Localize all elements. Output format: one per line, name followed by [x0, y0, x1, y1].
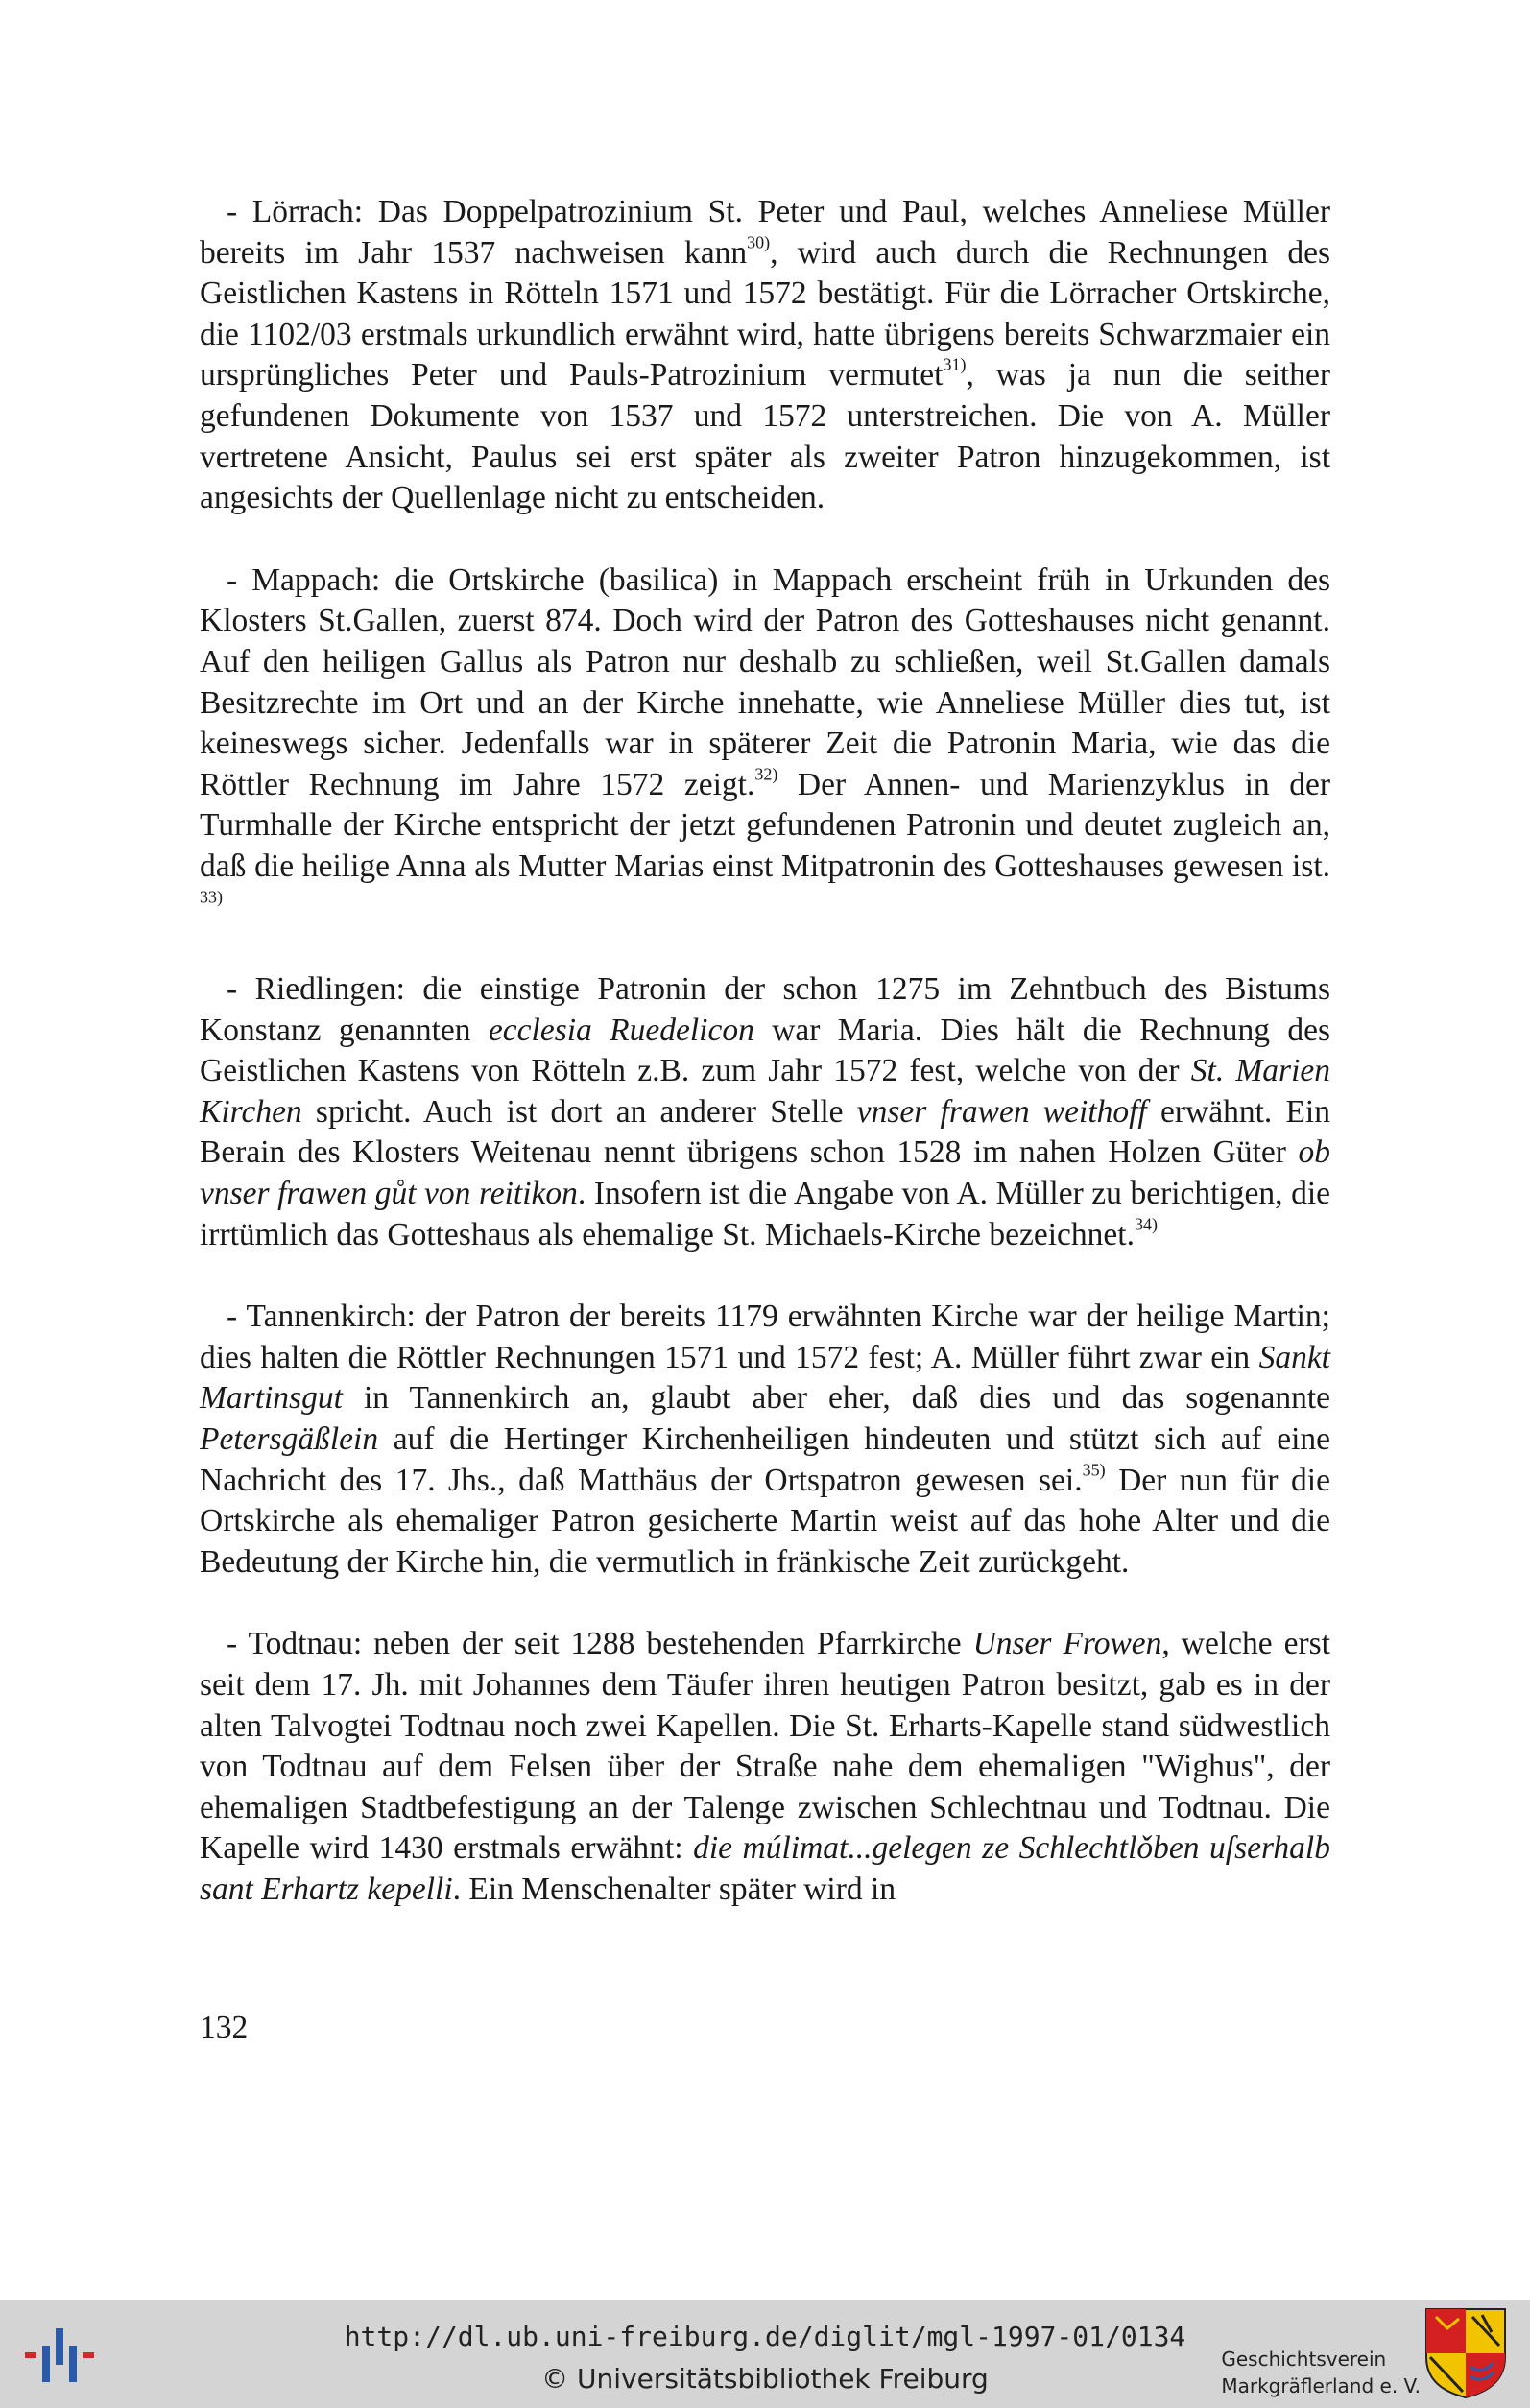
footnote-marker: 30) [747, 232, 771, 252]
italic-text: ob vnser frawen gůt von reitikon [200, 1134, 1330, 1212]
copyright-text: © Universitätsbibliothek Freiburg [541, 2363, 989, 2395]
footnote-marker: 35) [1082, 1460, 1106, 1480]
text-run: - Tannenkirch: der Patron der bereits 1179 erwähnten Kirche war der heilige Martin; dies halten die Röttler Rechnungen 1571 und 1572 fest; A. Müller führt zwar ein [200, 1299, 1330, 1375]
footer-bar [0, 2300, 1530, 2408]
society-name-line2: Markgräflerland e. V. [1221, 2374, 1421, 2397]
text-run: erwähnt. Ein Berain des Klosters Weitenau nennt übrigens schon 1528 im nahen Holzen Güter [200, 1093, 1330, 1171]
text-run: auf die Hertinger Kirchenheiligen hindeuten und stützt sich auf eine Nachricht des 17. Jhs., daß Matthäus der Ortspatron gewesen sei. [200, 1421, 1330, 1498]
text-run: war Maria. Dies hält die Rechnung des Geistlichen Kastens von Rötteln z.B. zum Jahr 1572 fest, welche von der [200, 1012, 1330, 1089]
text-run: Der Annen- und Marienzyklus in der Turmhalle der Kirche entspricht der jetzt gefundenen Patronin und deutet zugleich an, daß die heilige Anna als Mutter Marias einst Mitpatronin des Gotteshauses gewesen ist. [200, 766, 1330, 884]
italic-text: Sankt Martinsgut [200, 1339, 1330, 1417]
text-run: . Ein Menschenalter später wird in [452, 1871, 896, 1907]
italic-text: vnser frawen weithoff [856, 1093, 1147, 1130]
text-run: in Tannenkirch an, glaubt aber eher, daß dies und das sogenannte [342, 1380, 1330, 1417]
paragraph [200, 1624, 1330, 1910]
society-name-line1: Geschichtsverein [1221, 2348, 1387, 2371]
italic-text: die múlimat...gelegen ze Schlechtlǒben uſserhalb sant Erhartz kepelli [200, 1830, 1330, 1907]
text-run: - Lörrach: Das Doppelpatrozinium St. Peter und Paul, welches Anneliese Müller bereits im Jahr 1537 nachweisen kann [200, 194, 1330, 271]
text-run: , was ja nun die seither gefundenen Dokumente von 1537 und 1572 unterstreichen. Die von A. Müller vertretene Ansicht, Paulus sei erst später als zweiter Patron hinzugekommen, ist angesichts der Quellenlage nicht zu entscheiden. [200, 357, 1331, 516]
italic-text: St. Marien Kirchen [200, 1053, 1330, 1130]
text-run: . Insofern ist die Angabe von A. Müller zu berichtigen, die irrtümlich das Gotteshaus als ehemalige St. Michaels-Kirche bezeichnet. [200, 1176, 1330, 1252]
footnote-marker: 31) [943, 355, 967, 375]
page-number: 132 [200, 2010, 249, 2045]
paragraph [200, 969, 1330, 1255]
text-run: - Riedlingen: die einstige Patronin der schon 1275 im Zehntbuch des Bistums Konstanz genannten [200, 971, 1330, 1048]
text-run: Der nun für die Ortskirche als ehemaliger Patron gesicherte Martin weist auf das hohe Alter und die Bedeutung der Kirche hin, die vermutlich in fränkische Zeit zurückgeht. [200, 1462, 1330, 1580]
text-run: , welche erst seit dem 17. Jh. mit Johannes dem Täufer ihren heutigen Patron besitzt, gab es in der alten Talvogtei Todtnau noch zwei Kapellen. Die St. Erharts-Kapelle stand südwestlich von Todtnau auf dem Felsen über der Straße nahe dem ehemaligen "Wighus", der ehemaligen Stadtbefestigung an der Talenge zwischen Schlechtnau und Todtnau. Die Kapelle wird 1430 erstmals erwähnt: [200, 1626, 1330, 1867]
text-run: - Todtnau: neben der seit 1288 bestehenden Pfarrkirche [227, 1626, 973, 1662]
markgraeflerland-crest-icon [1424, 2307, 1507, 2399]
footnote-marker: 33) [200, 887, 223, 907]
text-run: , wird auch durch die Rechnungen des Geistlichen Kastens in Rötteln 1571 und 1572 bestätigt. Für die Lörracher Ortskirche, die 1102/03 erstmals urkundlich erwähnt wird, hatte übrigens bereits Schwarzmaier ein ursprüngliches Peter und Pauls-Patrozinium vermutet [200, 234, 1331, 393]
paragraph [200, 1297, 1330, 1583]
text-run: - Mappach: die Ortskirche (basilica) in Mappach erscheint früh in Urkunden des Klosters St.Gallen, zuerst 874. Doch wird der Patron des Gotteshauses nicht genannt. Auf den heiligen Gallus als Patron nur deshalb zu schließen, weil St.Gallen damals Besitzrechte im Ort und an der Kirche innehatte, wie Anneliese Müller dies tut, ist keineswegs sicher. Jedenfalls war in späterer Zeit die Patronin Maria, wie das die Röttler Rechnung im Jahre 1572 zeigt. [200, 561, 1330, 802]
society-name [1221, 2346, 1421, 2399]
paragraph [200, 192, 1330, 519]
paragraph [200, 560, 1330, 928]
italic-text: Petersgäßlein [200, 1421, 379, 1458]
italic-text: Unser Frowen [972, 1626, 1162, 1662]
italic-text: ecclesia Ruedelicon [488, 1012, 754, 1048]
footnote-marker: 34) [1134, 1214, 1158, 1234]
source-url-link[interactable]: http://dl.ub.uni-freiburg.de/diglit/mgl-1997-01/0134 [344, 2321, 1186, 2352]
footnote-marker: 32) [754, 764, 778, 784]
text-run: spricht. Auch ist dort an anderer Stelle [301, 1093, 857, 1130]
body-text [200, 192, 1330, 1911]
